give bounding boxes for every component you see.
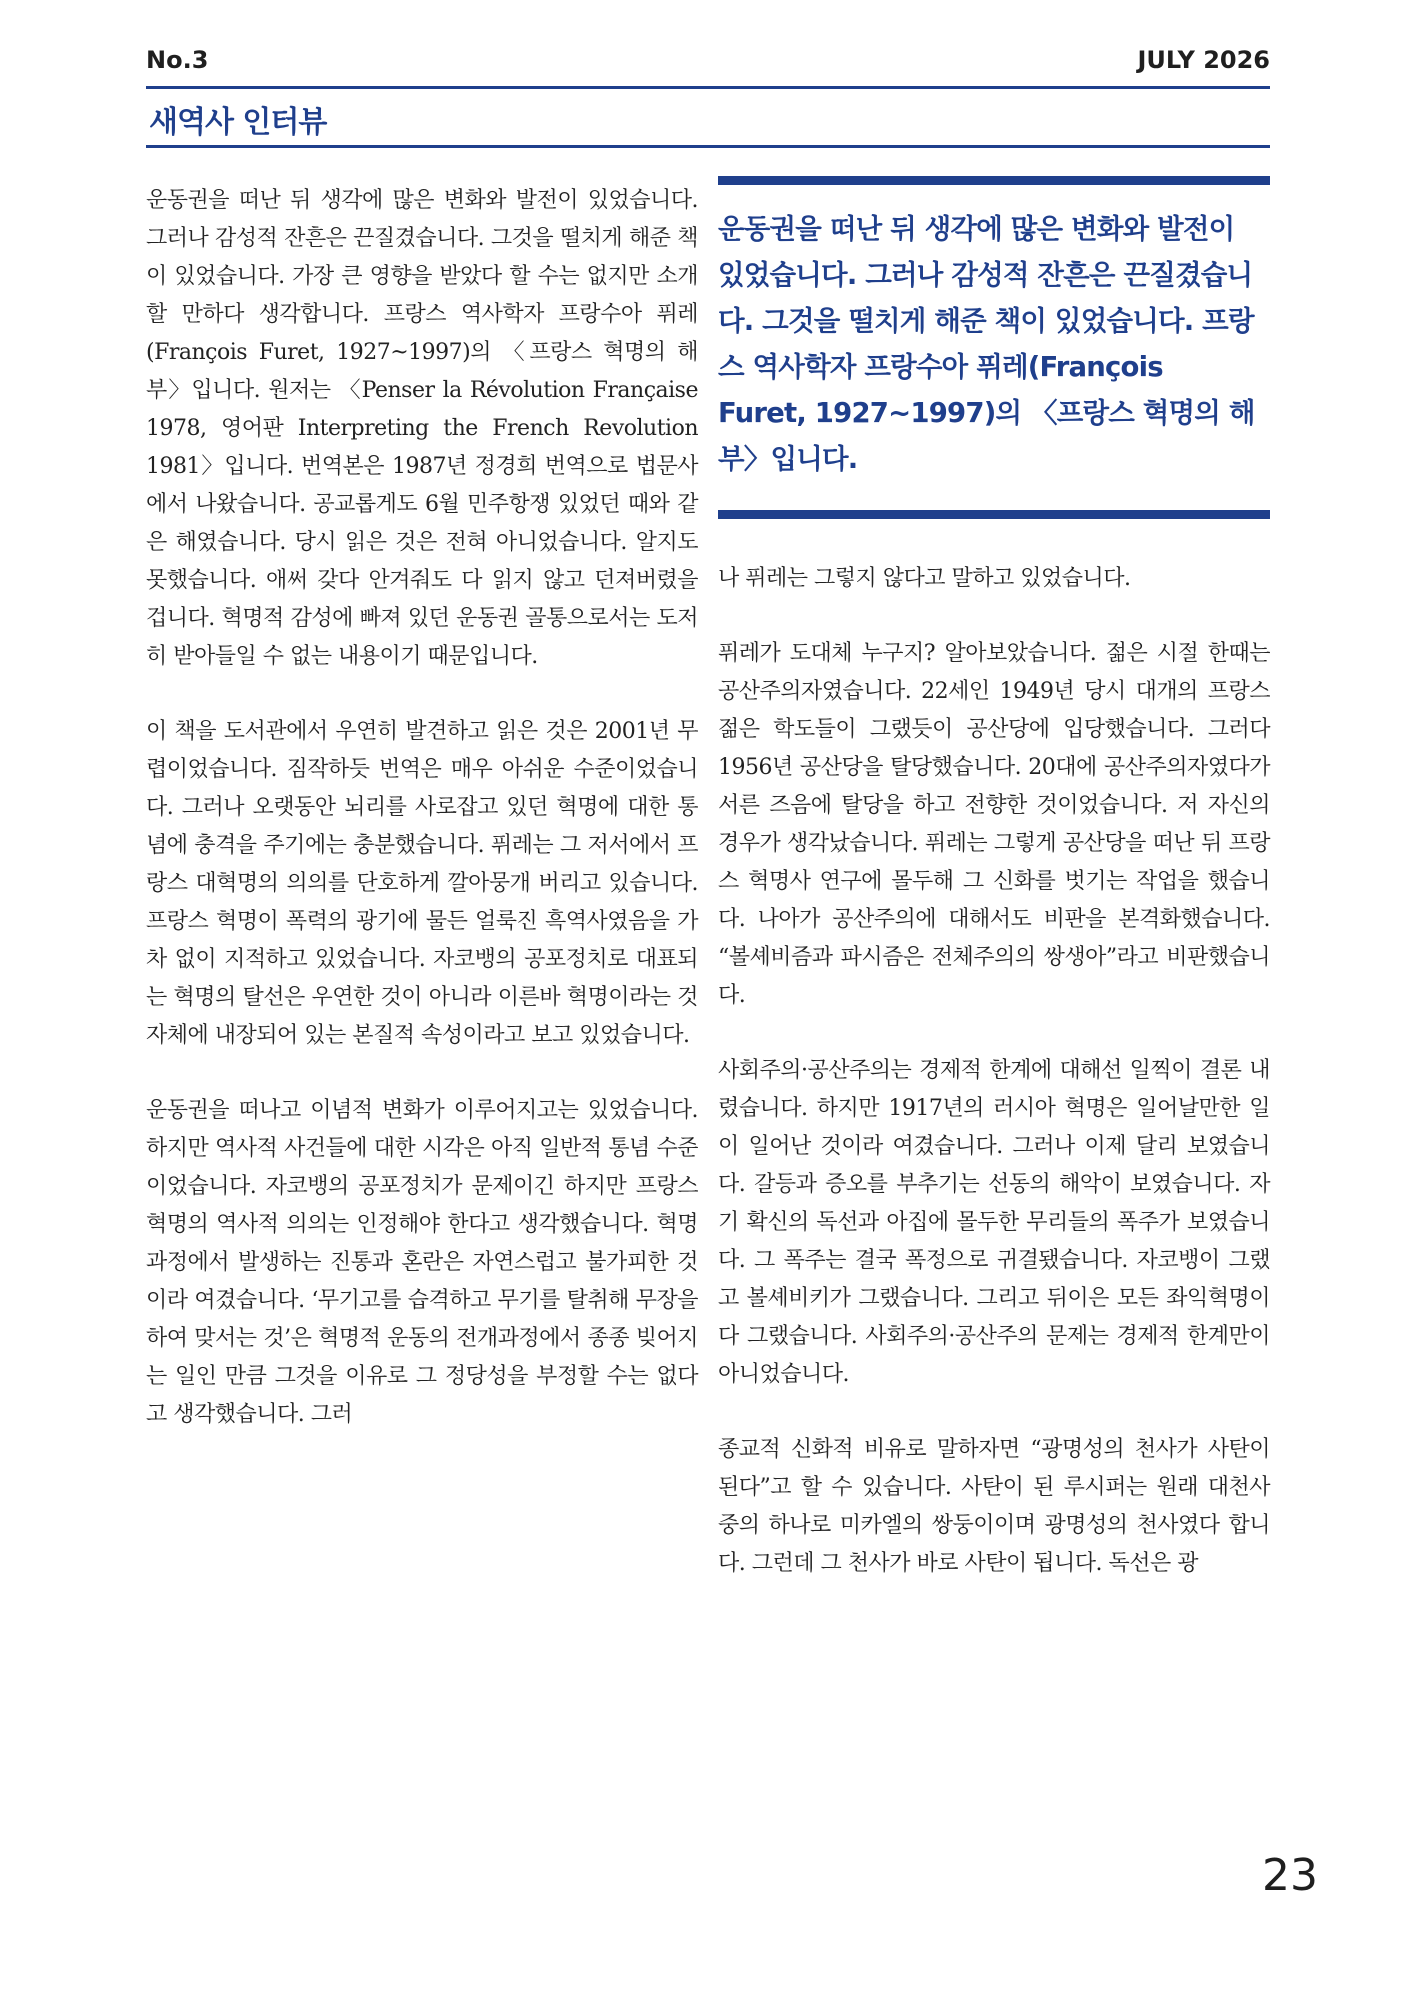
paragraph: 종교적 신화적 비유로 말하자면 “광명성의 천사가 사탄이 된다”고 할 수 있습니다. 사탄이 된 루시퍼는 원래 대천사 중의 하나로 미카엘의 쌍둥이이며 광명성의 천사였다 합니다. 그런데 그 천사가 바로 사탄이 됩니다. 독선은 광 xyxy=(718,1437,1270,1576)
header-divider-bottom xyxy=(146,145,1270,148)
issue-number: No.3 xyxy=(146,46,209,74)
issue-date: JULY 2026 xyxy=(1137,46,1270,74)
paragraph: 퓌레가 도대체 누구지? 알아보았습니다. 젊은 시절 한때는 공산주의자였습니다. 22세인 1949년 당시 대개의 프랑스 젊은 학도들이 그랬듯이 공산당에 입당했습니다. 그러다 1956년 공산당을 탈당했습니다. 20대에 공산주의자였다가 서른 즈음에 탈당을 하고 전향한 것이었습니다. 저 자신의 경우가 생각났습니다. 퓌레는 그렇게 공산당을 떠난 뒤 프랑스 혁명사 연구에 몰두해 그 신화를 벗기는 작업을 했습니다. 나아가 공산주의에 대해서도 비판을 본격화했습니다. “볼셰비즘과 파시즘은 전체주의의 쌍생아”라고 비판했습니다. xyxy=(718,641,1270,1008)
paragraph: 나 퓌레는 그렇지 않다고 말하고 있었습니다. xyxy=(718,566,1131,591)
paragraph: 운동권을 떠나고 이념적 변화가 이루어지고는 있었습니다. 하지만 역사적 사건들에 대한 시각은 아직 일반적 통념 수준이었습니다. 자코뱅의 공포정치가 문제이긴 하지만 프랑스혁명의 역사적 의의는 인정해야 한다고 생각했습니다. 혁명 과정에서 발생하는 진통과 혼란은 자연스럽고 불가피한 것이라 여겼습니다. ‘무기고를 습격하고 무기를 탈취해 무장을 하여 맞서는 것’은 혁명적 운동의 전개과정에서 종종 빚어지는 일인 만큼 그것을 이유로 그 정당성을 부정할 수는 없다고 생각했습니다. 그러 xyxy=(146,1098,698,1427)
pull-quote-text: 운동권을 떠난 뒤 생각에 많은 변화와 발전이 있었습니다. 그러나 감성적 잔흔은 끈질겼습니다. 그것을 떨치게 해준 책이 있었습니다. 프랑스 역사학자 프랑수아 퓌레(François Furet, 1927~1997)의 〈프랑스 혁명의 해부〉입니다. xyxy=(718,213,1255,475)
pull-quote xyxy=(718,176,1270,520)
page-header xyxy=(146,46,1270,82)
section-title: 새역사 인터뷰 xyxy=(149,105,327,140)
paragraph: 사회주의·공산주의는 경제적 한계에 대해선 일찍이 결론 내렸습니다. 하지만 1917년의 러시아 혁명은 일어날만한 일이 일어난 것이라 여겼습니다. 그러나 이제 달리 보였습니다. 갈등과 증오를 부추기는 선동의 해악이 보였습니다. 자기 확신의 독선과 아집에 몰두한 무리들의 폭주가 보였습니다. 그 폭주는 결국 폭정으로 귀결됐습니다. 자코뱅이 그랬고 볼셰비키가 그랬습니다. 그리고 뒤이은 모든 좌익혁명이 다 그랬습니다. 사회주의·공산주의 문제는 경제적 한계만이 아니었습니다. xyxy=(718,1058,1270,1387)
page-number: 23 xyxy=(1262,1850,1318,1901)
pull-quote-bar-top xyxy=(718,176,1270,185)
paragraph: 이 책을 도서관에서 우연히 발견하고 읽은 것은 2001년 무렵이었습니다. 짐작하듯 번역은 매우 아쉬운 수준이었습니다. 그러나 오랫동안 뇌리를 사로잡고 있던 혁명에 대한 통념에 충격을 주기에는 충분했습니다. 퓌레는 그 저서에서 프랑스 대혁명의 의의를 단호하게 깔아뭉개 버리고 있습니다. 프랑스 혁명이 폭력의 광기에 물든 얼룩진 흑역사였음을 가차 없이 지적하고 있었습니다. 자코뱅의 공포정치로 대표되는 혁명의 탈선은 우연한 것이 아니라 이른바 혁명이라는 것 자체에 내장되어 있는 본질적 속성이라고 보고 있었습니다. xyxy=(146,719,698,1048)
article-left-column xyxy=(146,182,698,1471)
header-divider-top xyxy=(146,86,1270,89)
pull-quote-bar-bottom xyxy=(718,510,1270,519)
article-right-column xyxy=(718,560,1270,1620)
paragraph: 운동권을 떠난 뒤 생각에 많은 변화와 발전이 있었습니다. 그러나 감성적 잔흔은 끈질겼습니다. 그것을 떨치게 해준 책이 있었습니다. 가장 큰 영향을 받았다 할 수는 없지만 소개할 만하다 생각합니다. 프랑스 역사학자 프랑수아 퓌레(François Furet, 1927~1997)의 〈프랑스 혁명의 해부〉입니다. 원저는 〈Penser la Révolution Française 1978, 영어판 Interpreting the French Revolution 1981〉입니다. 번역본은 1987년 정경희 번역으로 법문사에서 나왔습니다. 공교롭게도 6월 민주항쟁 있었던 때와 같은 해였습니다. 당시 읽은 것은 전혀 아니었습니다. 알지도 못했습니다. 애써 갖다 안겨줘도 다 읽지 않고 던져버렸을 겁니다. 혁명적 감성에 빠져 있던 운동권 골통으로서는 도저히 받아들일 수 없는 내용이기 때문입니다. xyxy=(146,188,698,669)
